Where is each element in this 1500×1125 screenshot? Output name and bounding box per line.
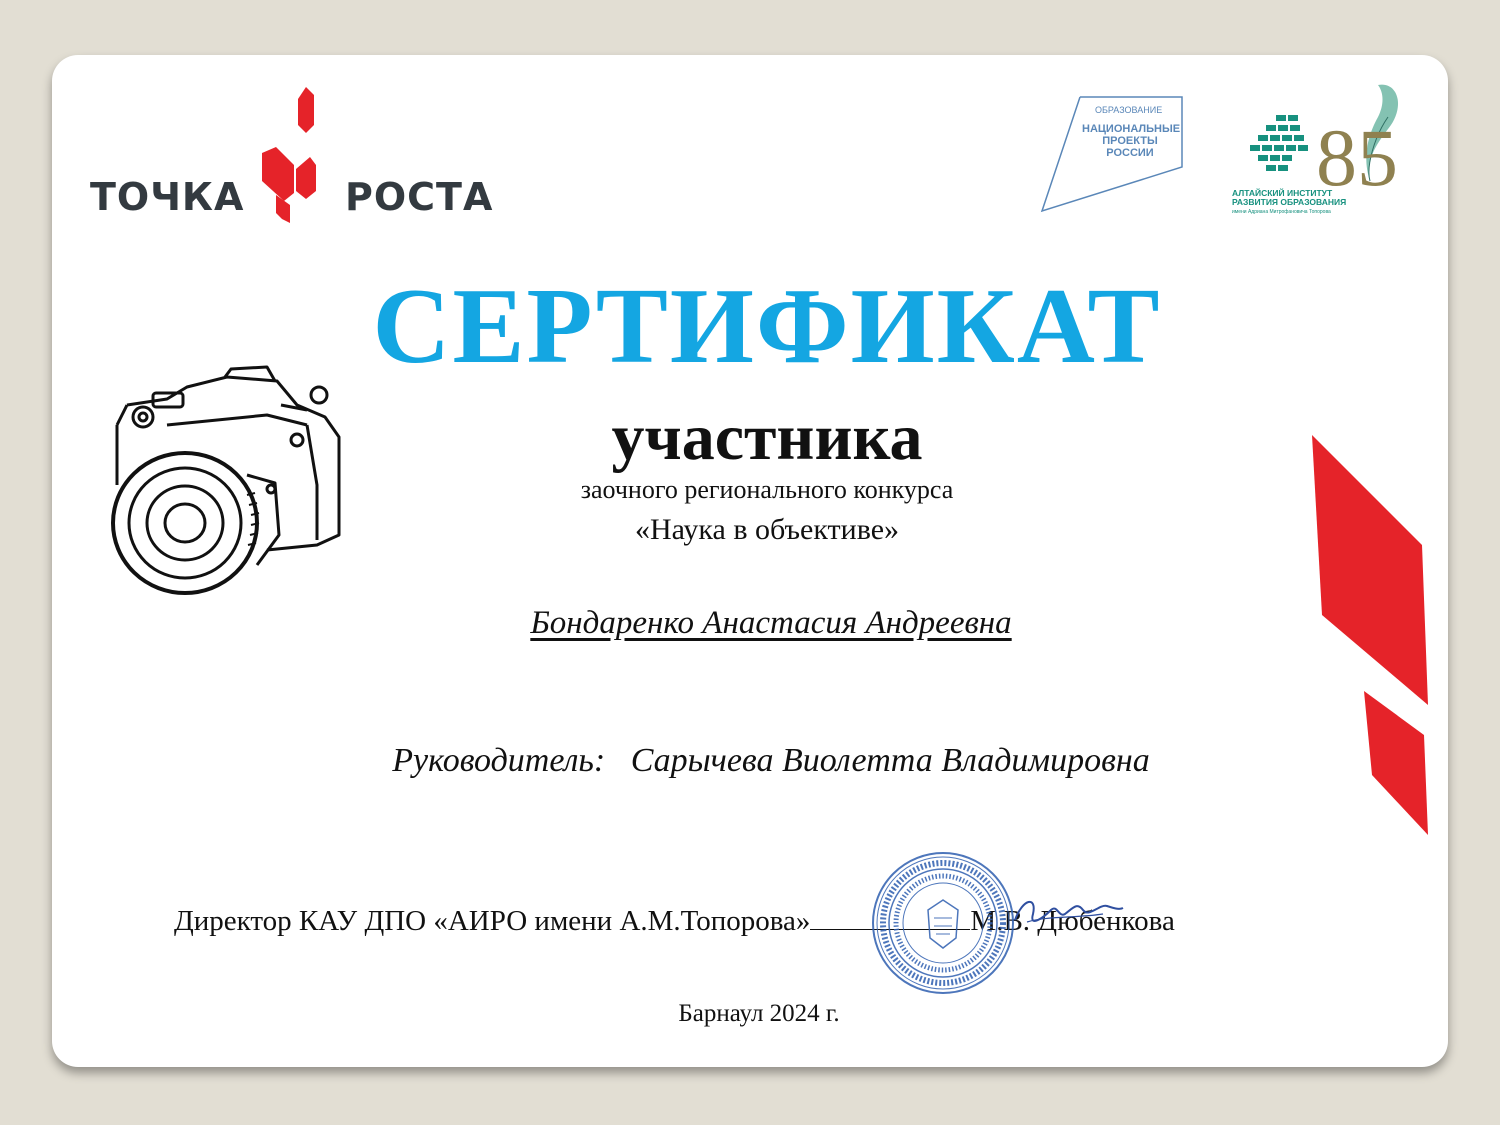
director-title: Директор КАУ ДПО «АИРО имени А.М.Топорова» — [174, 905, 811, 937]
logo-word-right: РОСТА — [345, 175, 494, 219]
certificate-subtitle: участника — [611, 401, 923, 474]
participant-name: Бондаренко Анастасия Андреевна — [530, 605, 1012, 641]
airo-anniversary-number: 85 — [1316, 112, 1398, 203]
city-year: Барнаул 2024 г. — [678, 1000, 840, 1027]
tochka-rosta-emblem-icon — [258, 85, 338, 225]
contest-name: «Наука в объективе» — [634, 513, 900, 546]
certificate-card — [52, 55, 1448, 1067]
official-seal — [870, 850, 1016, 996]
red-decor-shapes — [1312, 435, 1448, 855]
leader-line — [52, 742, 1448, 780]
airo-logo: 85 АЛТАЙСКИЙ ИНСТИТУТ РАЗВИТИЯ ОБРАЗОВАНИЯ имени Адриана Митрофановича Топорова — [1228, 77, 1418, 217]
logo-word-left: ТОЧКА — [90, 175, 245, 219]
camera-icon — [107, 365, 347, 595]
director-name: М.В. Дюбенкова — [970, 905, 1175, 937]
certificate-title: СЕРТИФИКАТ — [372, 267, 1162, 386]
contest-type: заочного регионального конкурса — [580, 475, 954, 504]
leader-name: Сарычева Виолетта Владимировна — [630, 742, 1150, 779]
director-signature — [1007, 888, 1127, 938]
leader-label: Руководитель: — [392, 742, 606, 779]
tochka-rosta-logo — [90, 85, 510, 225]
national-projects-logo: ОБРАЗОВАНИЕ НАЦИОНАЛЬНЫЕ ПРОЕКТЫ РОССИИ — [1040, 95, 1190, 215]
